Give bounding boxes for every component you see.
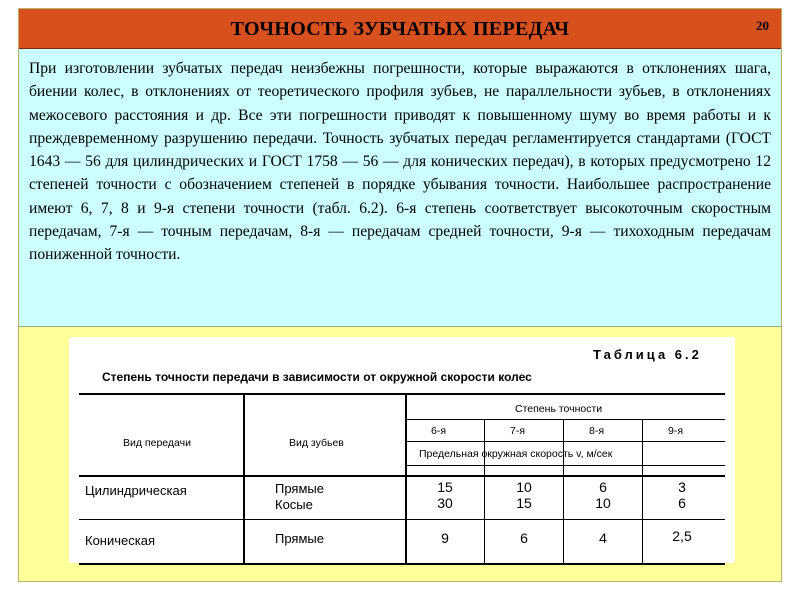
table-caption: Таблица 6.2 xyxy=(593,347,702,362)
header-teeth-type: Вид зубьев xyxy=(289,437,344,449)
header-speed: Предельная окружная скорость v, м/сек xyxy=(419,448,613,460)
cell-r1-g6-b: 30 xyxy=(437,495,453,511)
table-rule-accuracy-bottom xyxy=(405,419,725,420)
cell-r2-g9: 2,5 xyxy=(672,528,692,544)
header-grade-9: 9-я xyxy=(668,425,684,437)
table-rule-header-bottom xyxy=(79,475,725,477)
table-vline-2 xyxy=(405,395,407,563)
cell-r2-g8: 4 xyxy=(599,530,607,546)
table-rule-row-divider xyxy=(79,519,725,520)
cell-r1-g8-a: 6 xyxy=(599,479,607,495)
cell-r2-g7: 6 xyxy=(520,530,528,546)
cell-r1-g6-a: 15 xyxy=(437,479,453,495)
cell-r1-g8-b: 10 xyxy=(595,495,611,511)
table-rule-top xyxy=(79,393,725,395)
cell-r1-g7-b: 15 xyxy=(516,495,532,511)
table-vline-4 xyxy=(563,420,564,563)
table-title: Степень точности передачи в зависимости от окружной скорости колес xyxy=(102,370,532,384)
table-vline-3 xyxy=(484,420,485,563)
table-6-2 xyxy=(69,337,735,563)
cell-r2-g6: 9 xyxy=(441,530,449,546)
header-grade-7: 7-я xyxy=(510,425,526,437)
cell-teeth-helical: Косые xyxy=(275,497,313,512)
table-vline-5 xyxy=(642,420,643,563)
header-grade-8: 8-я xyxy=(589,425,605,437)
cell-teeth-straight: Прямые xyxy=(275,481,324,496)
page-number: 20 xyxy=(756,18,769,33)
table-rule-grades-bottom xyxy=(405,441,725,442)
table-rule-speed-bottom xyxy=(405,465,725,466)
cell-r1-g7-a: 10 xyxy=(516,479,532,495)
cell-r1-g9-b: 6 xyxy=(678,495,686,511)
text-box xyxy=(19,49,781,327)
body-paragraph: При изготовлении зубчатых передач неизбежны погрешности, которые выражаются в отклонениях шага, биении колес, в отклонениях от теоретического профиля зубьев, не параллельности зубьев, в отклонениях межосевого расстояния и др. Все эти погрешности приводят к повышенному шуму во время работы и к преждевременному разрушению передачи. Точность зубчатых передач регламентируется стандартами (ГОСТ 1643 — 56 для цилиндрических и ГОСТ 1758 — 56 — для конических передач), в которых предусмотрено 12 степеней точности с обозначением степеней в порядке убывания точности. Наибольшее распространение имеют 6, 7, 8 и 9-я степени точности (табл. 6.2). 6-я степень соответствует высокоточным скоростным передачам, 7-я — точным передачам, 8-я — передачам средней точности, 9-я — тихоходным передачам пониженной точности. xyxy=(29,60,771,264)
slide-title: ТОЧНОСТЬ ЗУБЧАТЫХ ПЕРЕДАЧ xyxy=(230,18,570,40)
header-gear-type: Вид передачи xyxy=(123,437,191,449)
cell-teeth-straight-bevel: Прямые xyxy=(275,531,324,546)
cell-r1-g9-a: 3 xyxy=(678,479,686,495)
header-accuracy: Степень точности xyxy=(515,403,603,415)
table-rule-bottom xyxy=(79,563,725,565)
table-vline-1 xyxy=(243,395,245,563)
slide-header xyxy=(19,9,781,49)
slide xyxy=(18,8,782,582)
cell-gear-cylindrical: Цилиндрическая xyxy=(85,483,187,498)
header-grade-6: 6-я xyxy=(431,425,447,437)
cell-gear-bevel: Коническая xyxy=(85,533,155,548)
